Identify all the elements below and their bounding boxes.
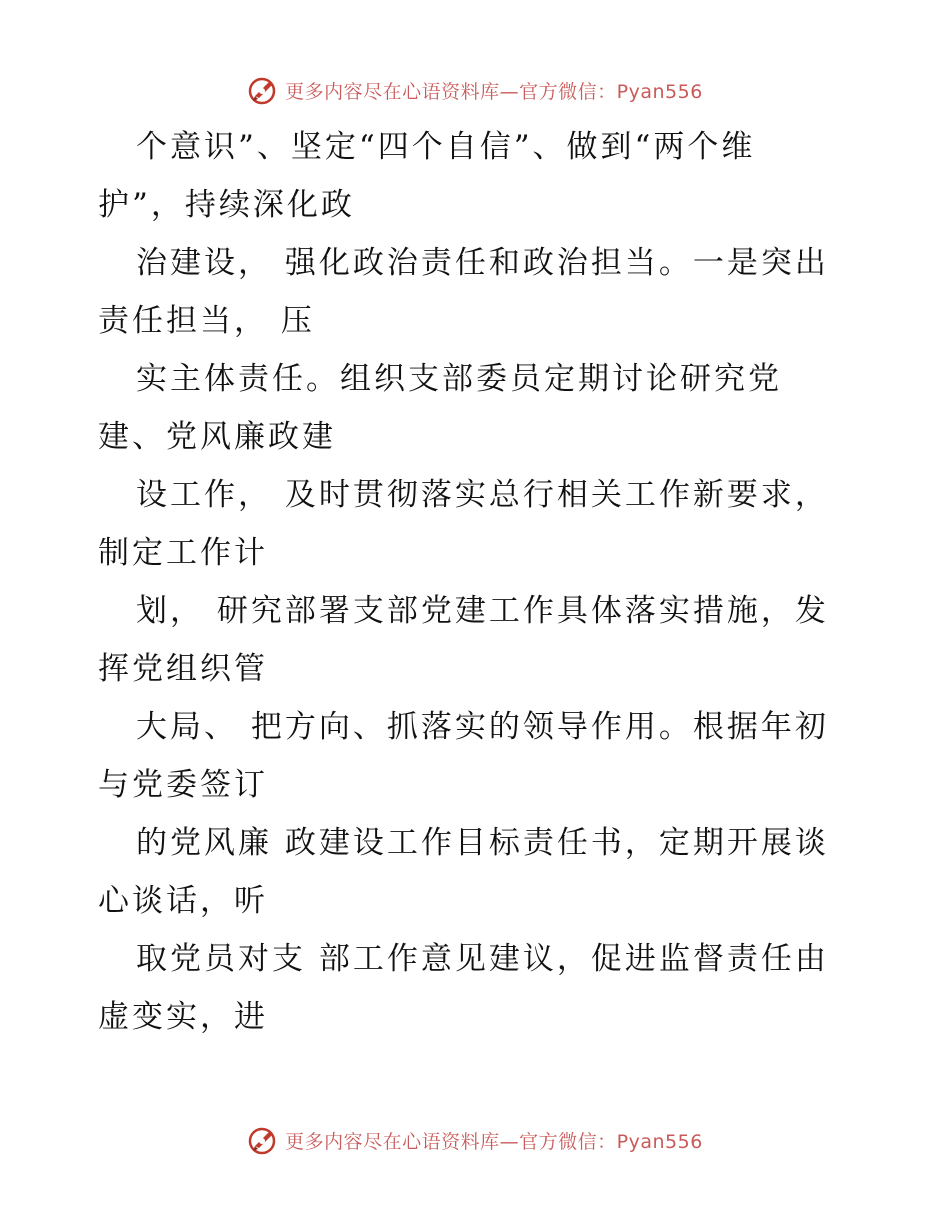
banner-text: 更多内容尽在心语资料库—官方微信：Pyan556 — [285, 80, 703, 103]
paragraph-line: 设工作， 及时贯彻落实总行相关工作新要求，制定工作计 — [98, 477, 829, 571]
pen-logo-icon — [247, 74, 279, 106]
paragraph-line: 的党风廉 政建设工作目标责任书，定期开展谈心谈话，听 — [98, 825, 829, 919]
header-banner — [0, 70, 950, 110]
paragraph-line: 个意识”、坚定“四个自信”、做到“两个维护”，持续深化政 — [98, 129, 756, 223]
paragraph-line: 治建设， 强化政治责任和政治担当。一是突出责任担当， 压 — [98, 245, 829, 339]
document-body — [98, 118, 838, 1046]
paragraph-line: 取党员对支 部工作意见建议，促进监督责任由虚变实，进 — [98, 941, 829, 1035]
pen-logo-icon — [247, 1124, 279, 1156]
footer-banner — [0, 1120, 950, 1160]
paragraph-line: 实主体责任。组织支部委员定期讨论研究党建、党风廉政建 — [98, 361, 782, 455]
paragraph-line: 划， 研究部署支部党建工作具体落实措施，发挥党组织管 — [98, 593, 829, 687]
banner-text: 更多内容尽在心语资料库—官方微信：Pyan556 — [285, 1130, 703, 1153]
paragraph-line: 大局、 把方向、抓落实的领导作用。根据年初与党委签订 — [98, 709, 829, 803]
